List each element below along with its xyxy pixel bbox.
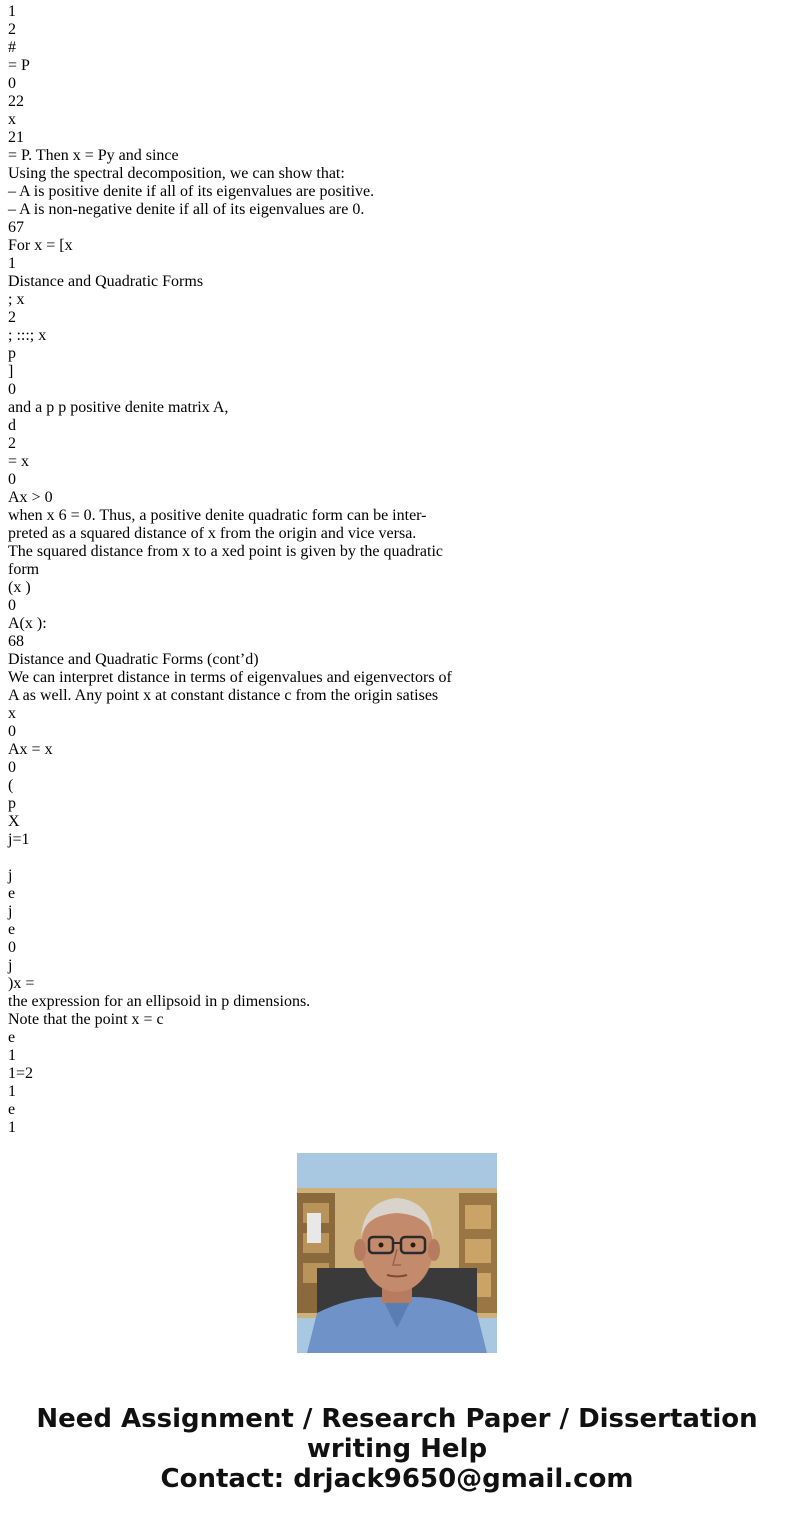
text-line: Ax > 0 <box>8 489 53 506</box>
text-line: – A is positive denite if all of its eigenvalues are positive. <box>8 183 375 200</box>
text-line: 67 <box>8 219 24 236</box>
text-line: 1 <box>8 255 16 272</box>
text-line: – A is non-negative denite if all of its eigenvalues are 0. <box>8 201 365 218</box>
person-photo-icon <box>297 1153 497 1353</box>
text-line: ( <box>8 777 14 794</box>
author-photo <box>297 1153 497 1353</box>
text-line: 1 <box>8 1047 16 1064</box>
text-line: and a p p positive denite matrix A, <box>8 399 229 416</box>
text-line: 2 <box>8 309 16 326</box>
text-line: e <box>8 885 16 902</box>
banner-contact-line: Contact: drjack9650@gmail.com <box>160 1464 634 1494</box>
text-line: e <box>8 1101 16 1118</box>
text-line: the expression for an ellipsoid in p dimensions. <box>8 993 311 1010</box>
text-line: 0 <box>8 381 16 398</box>
text-line: 0 <box>8 597 16 614</box>
text-line: x <box>8 111 16 128</box>
text-line: j <box>8 957 13 974</box>
text-line: ] <box>8 363 14 380</box>
text-line: form <box>8 561 40 578</box>
text-line: Ax = x <box>8 741 53 758</box>
text-line: # <box>8 39 16 56</box>
text-line: )x = <box>8 975 35 992</box>
text-line: e <box>8 921 16 938</box>
text-line: p <box>8 795 16 812</box>
text-line: 22 <box>8 93 24 110</box>
banner-line-2: writing Help <box>306 1434 488 1464</box>
text-line: 2 <box>8 435 16 452</box>
text-line <box>8 849 768 867</box>
text-line: 0 <box>8 939 16 956</box>
text-line: Using the spectral decomposition, we can show that: <box>8 165 345 182</box>
text-line: 1 <box>8 1083 16 1100</box>
text-line: 21 <box>8 129 24 146</box>
text-line: Distance and Quadratic Forms <box>8 273 204 290</box>
text-line: For x = [x <box>8 237 73 254</box>
text-line: d <box>8 417 16 434</box>
text-line: 0 <box>8 759 16 776</box>
text-line: preted as a squared distance of x from the origin and vice versa. <box>8 525 417 542</box>
text-line: A(x ): <box>8 615 47 632</box>
text-line: = P. Then x = Py and since <box>8 147 179 164</box>
text-line: 1=2 <box>8 1065 34 1082</box>
contact-banner <box>0 1404 794 1494</box>
text-line: x <box>8 705 16 722</box>
text-line: e <box>8 1029 16 1046</box>
text-line: Note that the point x = c <box>8 1011 164 1028</box>
text-line: 0 <box>8 75 16 92</box>
text-line: = P <box>8 57 30 74</box>
text-line: ; :::; x <box>8 327 47 344</box>
text-line: A as well. Any point x at constant distance c from the origin satises <box>8 687 439 704</box>
text-line: p <box>8 345 16 362</box>
banner-line-1: Need Assignment / Research Paper / Dissertation <box>36 1404 758 1434</box>
text-line: The squared distance from x to a xed point is given by the quadratic <box>8 543 443 560</box>
text-line: Distance and Quadratic Forms (cont’d) <box>8 651 259 668</box>
text-line: = x <box>8 453 30 470</box>
text-line: 68 <box>8 633 24 650</box>
text-line: j <box>8 867 13 884</box>
text-line: when x 6 = 0. Thus, a positive denite quadratic form can be inter- <box>8 507 427 524</box>
text-line: X <box>8 813 20 830</box>
text-line: 2 <box>8 21 16 38</box>
document-text <box>8 3 768 1136</box>
text-line: j <box>8 903 13 920</box>
text-line: 0 <box>8 723 16 740</box>
text-line: 1 <box>8 3 16 20</box>
text-line: ; x <box>8 291 25 308</box>
text-line: 0 <box>8 471 16 488</box>
text-line: We can interpret distance in terms of eigenvalues and eigenvectors of <box>8 669 452 686</box>
text-line: 1 <box>8 1119 16 1136</box>
text-line: (x ) <box>8 579 31 596</box>
text-line: j=1 <box>8 831 30 848</box>
